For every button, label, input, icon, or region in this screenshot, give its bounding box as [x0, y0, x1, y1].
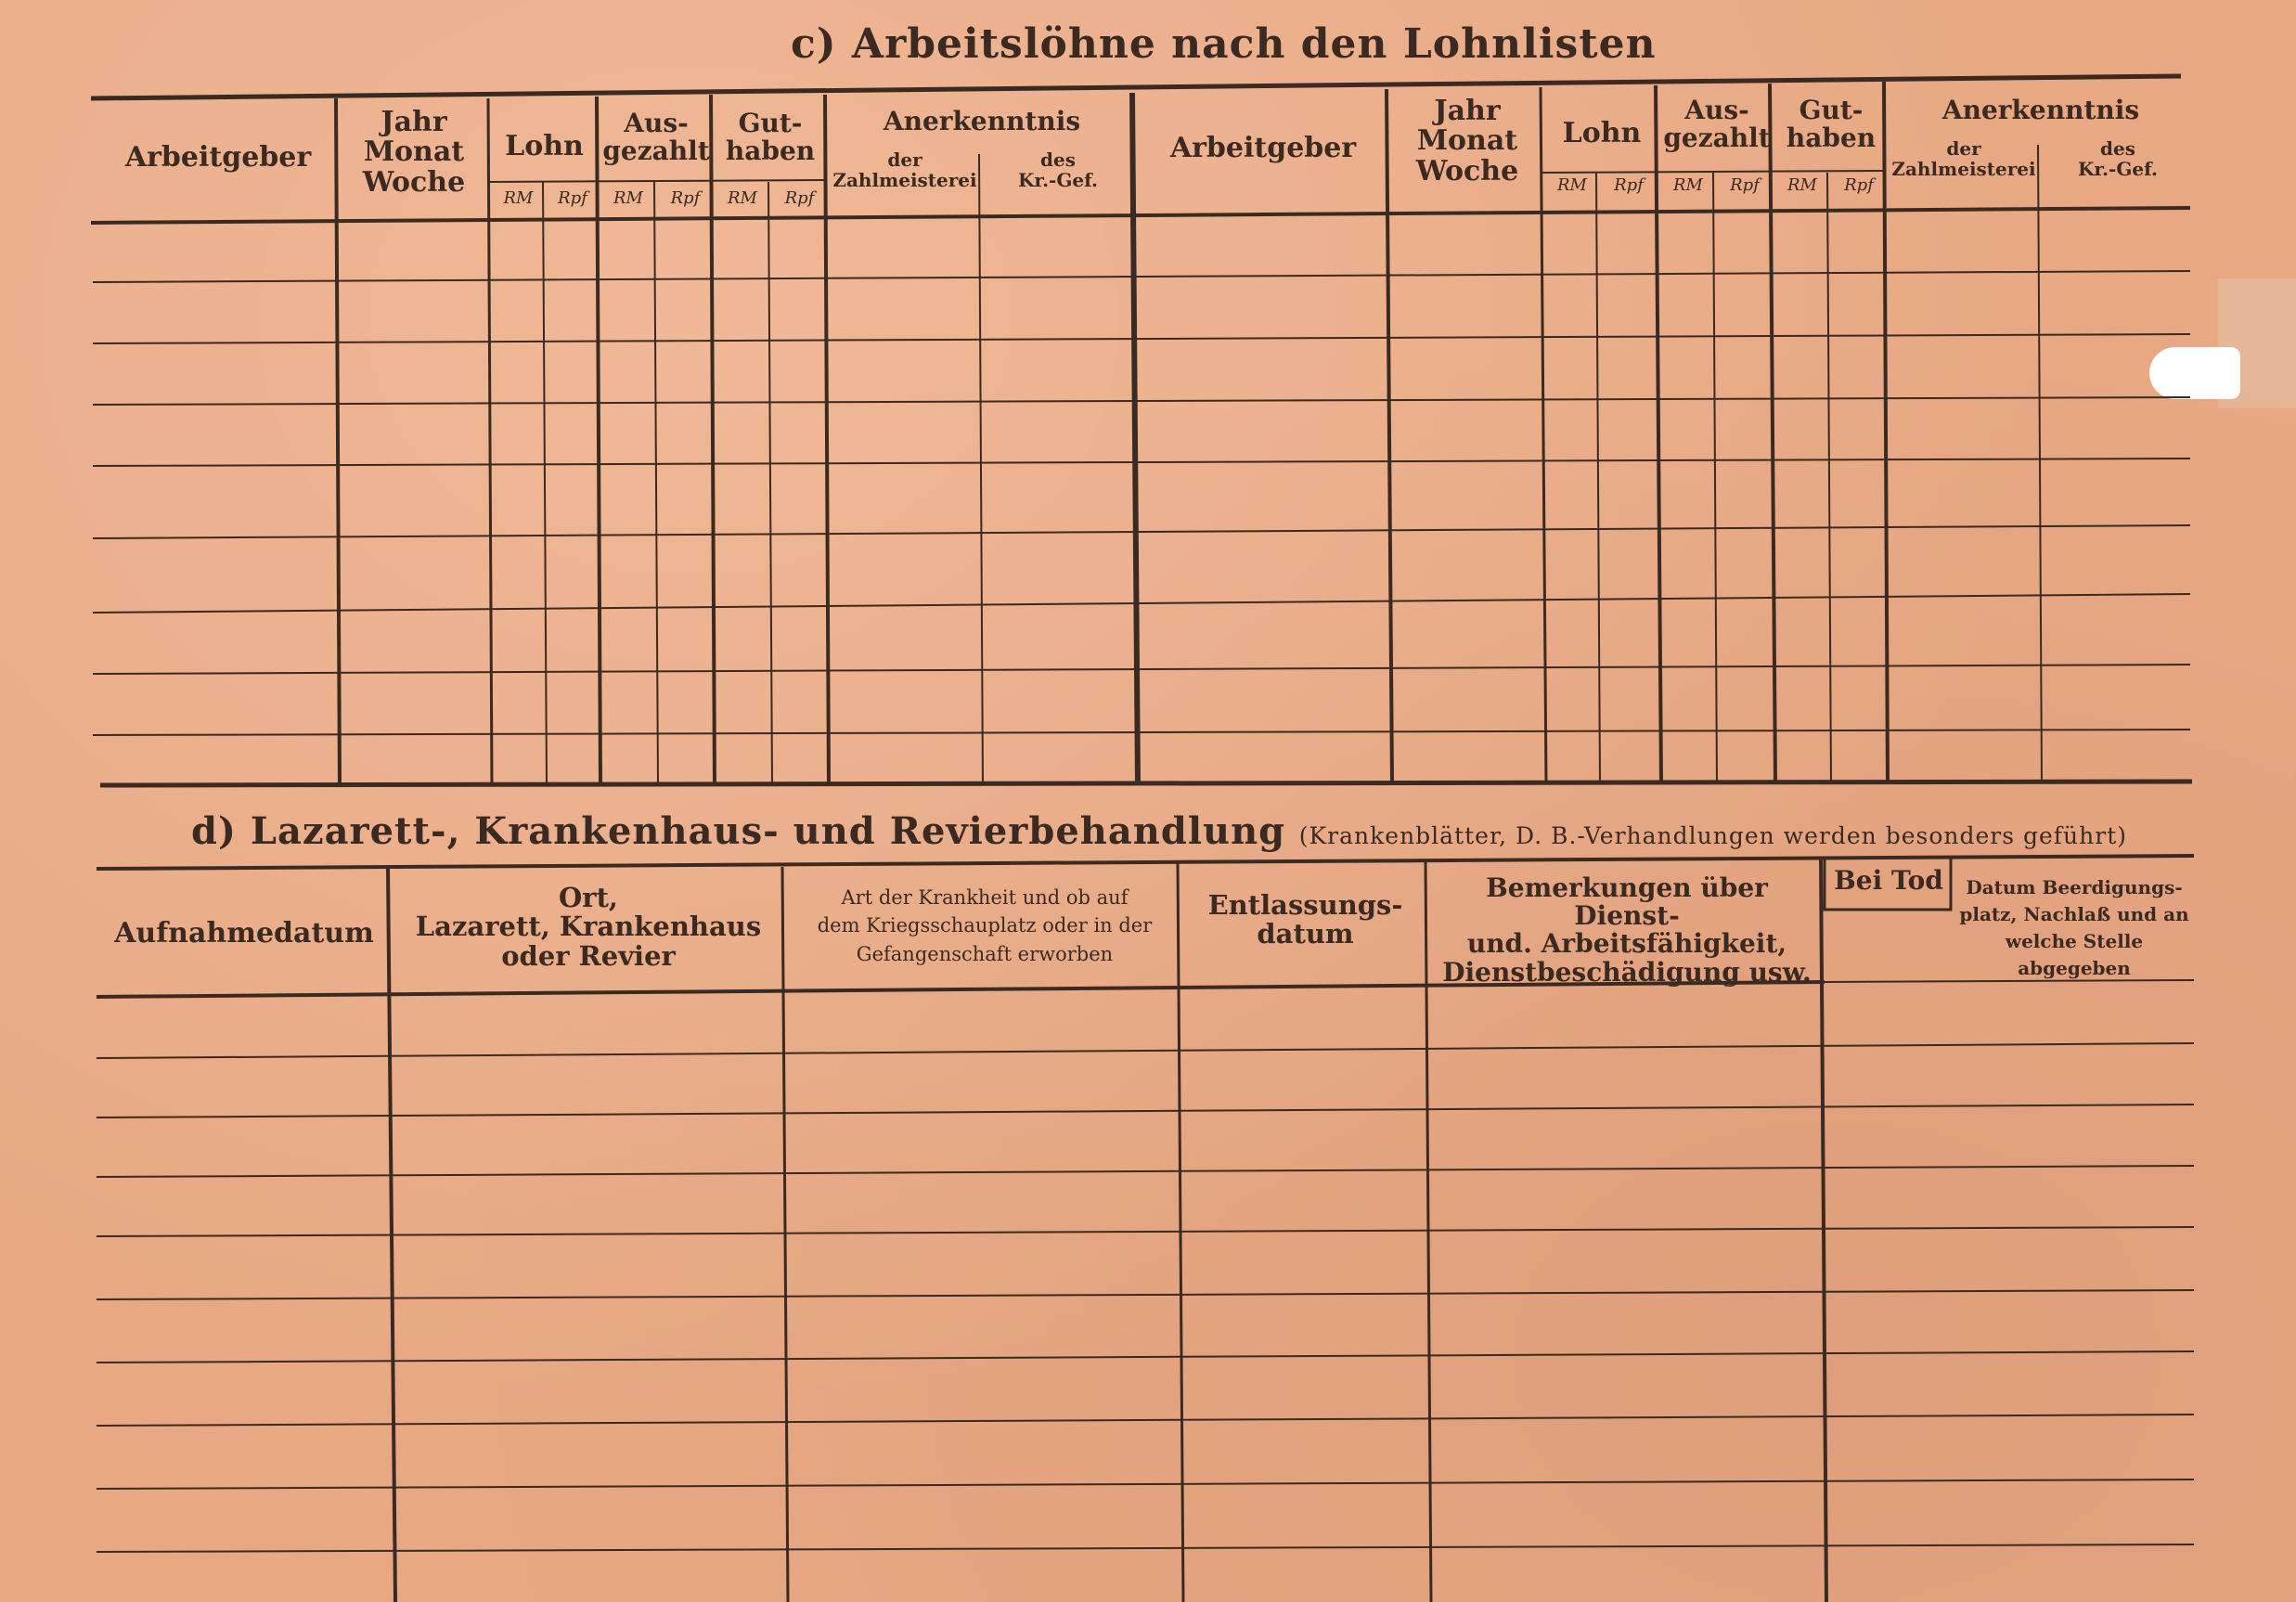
label-oder-revier: oder Revier: [501, 939, 676, 972]
label-monat: Monat: [363, 136, 465, 169]
col-bemerkungen: [1431, 874, 1823, 987]
label-rpf: Rpf: [784, 188, 815, 208]
label-gezahlt: gezahlt: [602, 136, 710, 167]
label-woche: Woche: [1415, 154, 1519, 187]
col-ort: [393, 884, 783, 971]
label-des: des: [2100, 137, 2135, 160]
label-zahlmeisterei: Zahlmeisterei: [832, 168, 977, 191]
col-guthaben-left: [715, 110, 826, 165]
label-rm: RM: [728, 188, 757, 208]
label-art-1: Art der Krankheit und ob auf: [841, 886, 1129, 909]
label-rm: RM: [1673, 175, 1703, 195]
label-krgef: Kr.-Gef.: [1017, 168, 1098, 191]
label-haben: haben: [1786, 123, 1877, 154]
label-rpf: Rpf: [1844, 175, 1874, 195]
label-haben: haben: [725, 136, 816, 167]
label-ort: Ort,: [558, 882, 619, 913]
col-art-krankheit: [788, 884, 1181, 968]
col-jahr-monat-woche-left: [340, 108, 488, 198]
label-art-2: dem Kriegsschauplatz oder in der: [817, 914, 1153, 937]
label-beerdigung-1: Datum Beerdigungs-: [1966, 876, 2183, 898]
col-anerkenntnis-right: Anerkenntnis: [1941, 95, 2140, 125]
col-lohn-left: Lohn: [505, 130, 584, 162]
section-c-title: c) Arbeitslöhne nach den Lohnlisten: [791, 20, 1657, 68]
col-krgef-left: [983, 150, 1133, 190]
label-rpf: Rpf: [670, 188, 701, 208]
label-bemerkungen-2: und. Arbeitsfähigkeit,: [1466, 928, 1787, 960]
col-krgef-right: [2042, 139, 2194, 179]
label-entlassungs: Entlassungs-: [1207, 889, 1403, 921]
col-lohn-right: Lohn: [1562, 117, 1642, 149]
label-jahr: Jahr: [381, 106, 447, 138]
label-gezahlt: gezahlt: [1663, 123, 1771, 154]
label-jahr: Jahr: [1434, 95, 1501, 127]
col-arbeitgeber-right: Arbeitgeber: [1169, 132, 1357, 164]
col-guthaben-right: [1775, 97, 1887, 152]
label-lazarett: Lazarett, Krankenhaus: [415, 911, 762, 943]
label-beerdigung-2: platz, Nachlaß und an: [1959, 903, 2189, 925]
col-entlassungsdatum: [1183, 891, 1427, 950]
label-rm: RM: [1557, 175, 1587, 195]
label-aus: Aus-: [1684, 95, 1749, 125]
label-gut: Gut-: [738, 108, 803, 138]
label-rm: RM: [503, 188, 534, 208]
label-bemerkungen-1: Bemerkungen über Dienst-: [1486, 872, 1768, 932]
label-art-3: Gefangenschaft erworben: [856, 942, 1114, 965]
label-bei-tod: Bei Tod: [1834, 865, 1943, 896]
col-aufnahmedatum: Aufnahmedatum: [114, 917, 374, 950]
label-rpf: Rpf: [1730, 175, 1760, 195]
label-datum: datum: [1257, 918, 1354, 950]
col-arbeitgeber-left: Arbeitgeber: [124, 141, 312, 174]
label-rpf: Rpf: [558, 188, 587, 208]
label-monat: Monat: [1416, 124, 1518, 158]
label-des: des: [1040, 149, 1076, 171]
label-zahlmeisterei: Zahlmeisterei: [1891, 157, 2036, 180]
label-rm: RM: [1787, 175, 1817, 195]
col-zahlmeisterei-right: [1888, 139, 2040, 179]
label-rm: RM: [613, 188, 643, 208]
col-datum-beerdigung: [1953, 874, 2196, 982]
label-gut: Gut-: [1799, 95, 1864, 125]
col-ausgezahlt-left: [600, 110, 712, 165]
label-der: der: [887, 149, 922, 171]
label-woche: Woche: [362, 165, 466, 199]
label-rpf: Rpf: [1614, 175, 1644, 195]
section-d-subtitle: (Krankenblätter, D. B.-Verhandlungen werden besonders geführt): [1298, 822, 2128, 849]
col-zahlmeisterei-left: [829, 150, 981, 190]
label-krgef: Kr.-Gef.: [2077, 157, 2158, 180]
col-ausgezahlt-right: [1661, 97, 1773, 152]
label-der: der: [1946, 137, 1981, 160]
col-jahr-monat-woche-right: [1392, 97, 1542, 187]
section-d-heading: d) Lazarett-, Krankenhaus- und Revierbehandlung: [191, 809, 1286, 853]
label-aus: Aus-: [624, 108, 689, 138]
col-anerkenntnis-left: Anerkenntnis: [883, 106, 1081, 136]
section-d-title: [191, 809, 2127, 853]
label-beerdigung-3: welche Stelle abgegeben: [2005, 930, 2144, 979]
label-bemerkungen-3: Dienstbeschädigung usw.: [1442, 956, 1812, 988]
